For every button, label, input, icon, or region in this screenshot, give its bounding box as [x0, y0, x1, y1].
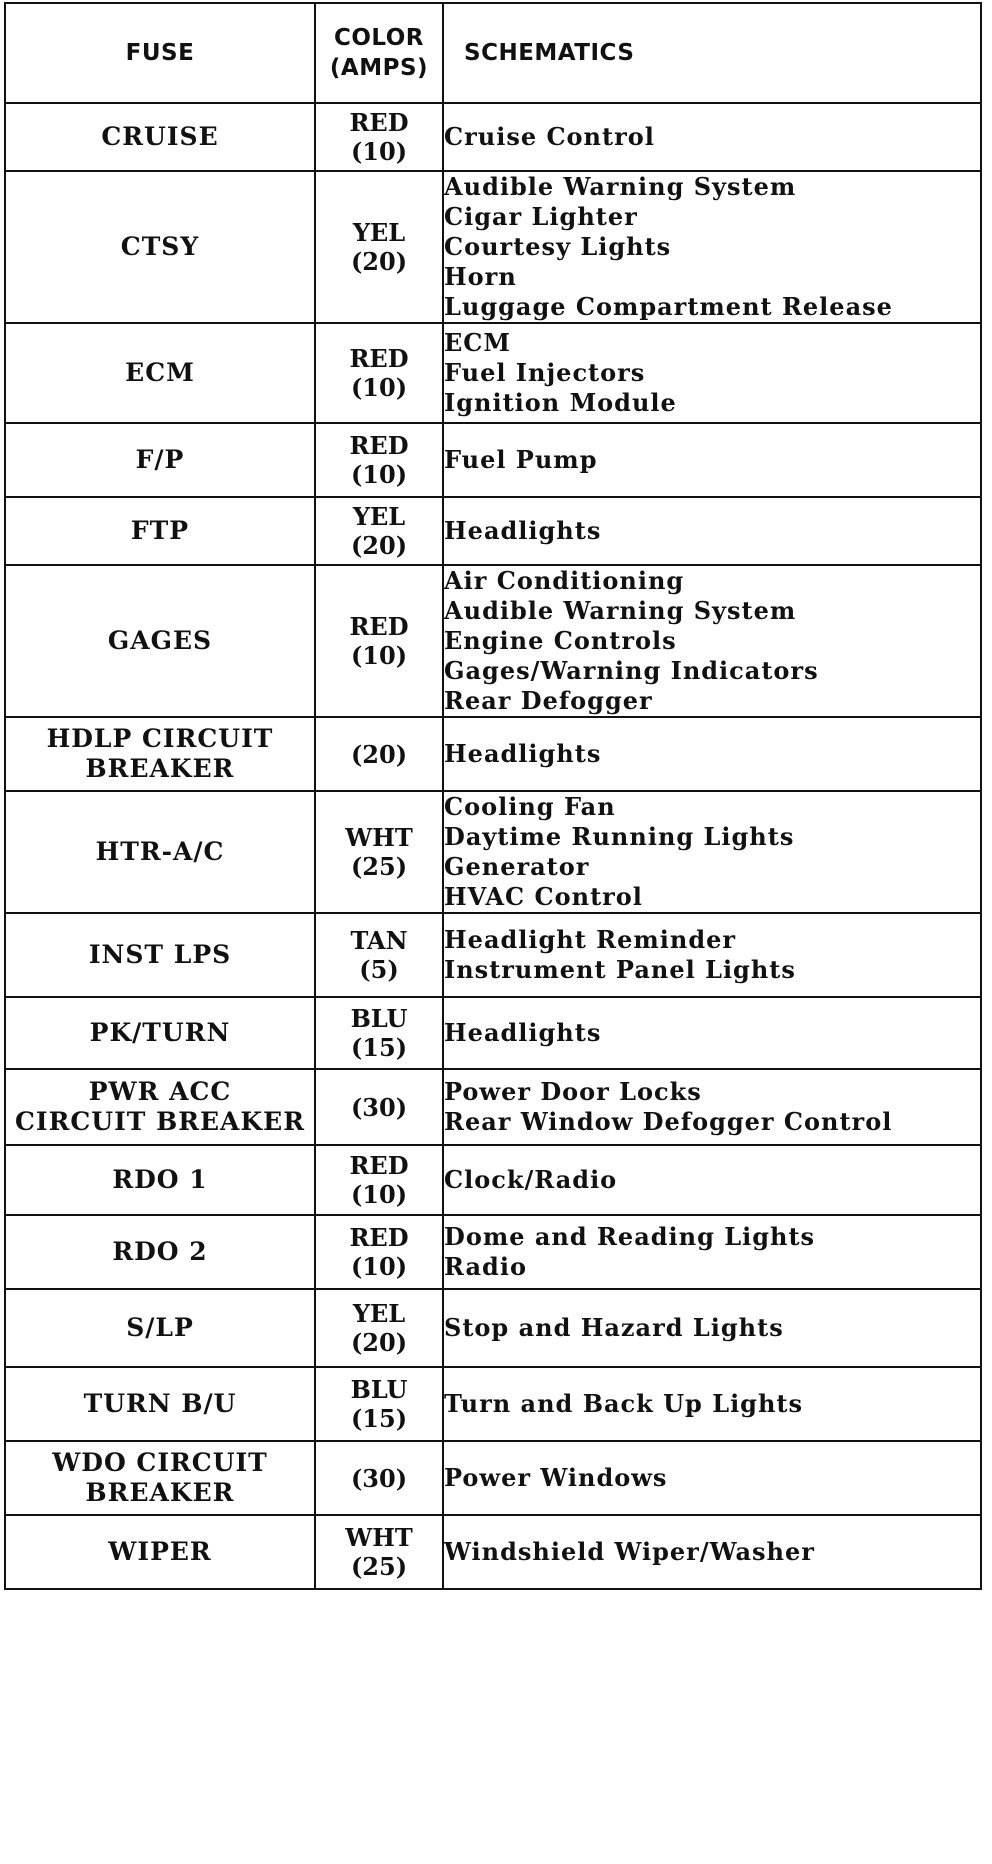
color-amps-cell-line: (25): [350, 1552, 408, 1581]
schematics-cell-line: Fuel Injectors: [444, 358, 646, 387]
header-color-amps: [315, 3, 443, 103]
schematics-cell-line: Power Door Locks: [444, 1077, 702, 1106]
color-amps-cell-line: (15): [350, 1033, 408, 1062]
schematics-cell-line: Cooling Fan: [444, 792, 616, 821]
color-amps-cell-line: (5): [359, 955, 399, 984]
schematics-cell-line: Generator: [444, 852, 590, 881]
fuse-cell-line: CIRCUIT BREAKER: [15, 1107, 305, 1136]
color-amps-cell-line: RED: [349, 612, 409, 641]
fuse-cell-line: PWR ACC: [88, 1077, 232, 1106]
fuse-cell-line: GAGES: [107, 626, 213, 655]
schematics-cell-line: Courtesy Lights: [444, 232, 672, 261]
schematics-cell: [443, 1441, 981, 1515]
schematics-cell-line: Horn: [444, 262, 517, 291]
schematics-cell-line: Headlight Reminder: [444, 925, 737, 954]
fuse-cell-line: HTR-A/C: [95, 837, 225, 866]
color-amps-cell: [315, 1069, 443, 1145]
fuse-cell-line: CRUISE: [101, 122, 219, 151]
schematics-cell-line: Luggage Compartment Release: [444, 292, 893, 321]
schematics-cell: [443, 103, 981, 171]
color-amps-cell: [315, 1289, 443, 1367]
schematics-cell-line: Rear Defogger: [444, 686, 653, 715]
color-amps-cell-line: (30): [350, 1092, 408, 1122]
schematics-cell: [443, 423, 981, 497]
schematics-cell: [443, 1069, 981, 1145]
color-amps-cell-line: BLU: [350, 1375, 408, 1404]
schematics-cell-line: Headlights: [444, 516, 602, 545]
schematics-cell-line: Headlights: [444, 1018, 602, 1047]
schematics-cell-line: ECM: [444, 328, 511, 357]
table-row: [5, 497, 981, 565]
schematics-cell-line: Headlights: [444, 739, 602, 768]
table-row: [5, 423, 981, 497]
color-amps-cell: [315, 423, 443, 497]
color-amps-cell-line: RED: [349, 1223, 409, 1252]
fuse-cell-line: ECM: [125, 358, 195, 387]
color-amps-cell-line: (10): [350, 373, 408, 402]
fuse-cell: [5, 1145, 315, 1215]
fuse-cell-line: TURN B/U: [83, 1389, 237, 1418]
fuse-cell-line: CTSY: [120, 232, 200, 261]
color-amps-cell-line: RED: [349, 431, 409, 460]
table-row: [5, 1441, 981, 1515]
schematics-cell-line: Fuel Pump: [444, 445, 598, 474]
schematics-cell-line: HVAC Control: [444, 882, 643, 911]
fuse-cell-line: BREAKER: [85, 754, 235, 783]
color-amps-cell-line: YEL: [352, 218, 406, 247]
fuse-cell: [5, 1515, 315, 1589]
schematics-cell-line: Radio: [444, 1252, 527, 1281]
color-amps-cell: [315, 565, 443, 717]
table-row: [5, 1367, 981, 1441]
header-color-line2: (AMPS): [329, 55, 429, 81]
fuse-cell-line: HDLP CIRCUIT: [46, 724, 274, 753]
color-amps-cell-line: RED: [349, 1151, 409, 1180]
fuse-cell-line: BREAKER: [85, 1478, 235, 1507]
schematics-cell-line: Power Windows: [444, 1463, 668, 1492]
fuse-cell: [5, 1069, 315, 1145]
color-amps-cell-line: (30): [350, 1463, 408, 1493]
color-amps-cell-line: (10): [350, 137, 408, 166]
header-fuse: FUSE: [5, 3, 315, 103]
fuse-cell: [5, 1441, 315, 1515]
color-amps-cell-line: (20): [350, 1328, 408, 1357]
fuse-cell-line: RDO 2: [112, 1237, 208, 1266]
table-row: [5, 1069, 981, 1145]
schematics-cell-line: Instrument Panel Lights: [444, 955, 796, 984]
fuse-cell: [5, 791, 315, 913]
schematics-cell: [443, 497, 981, 565]
fuse-cell: [5, 171, 315, 323]
color-amps-cell-line: YEL: [352, 1299, 406, 1328]
color-amps-cell: [315, 1367, 443, 1441]
table-row: [5, 791, 981, 913]
schematics-cell-line: Clock/Radio: [444, 1165, 618, 1194]
table-row: [5, 997, 981, 1069]
schematics-cell-line: Windshield Wiper/Washer: [444, 1537, 815, 1566]
fuse-cell-line: PK/TURN: [89, 1018, 231, 1047]
table-row: [5, 171, 981, 323]
schematics-cell: [443, 1367, 981, 1441]
schematics-cell: [443, 323, 981, 423]
fuse-cell: [5, 497, 315, 565]
schematics-cell-line: Cigar Lighter: [444, 202, 638, 231]
color-amps-cell-line: TAN: [350, 926, 408, 955]
schematics-cell-line: Cruise Control: [444, 122, 655, 151]
fuse-cell: [5, 1367, 315, 1441]
fuse-cell: [5, 565, 315, 717]
color-amps-cell-line: (20): [350, 739, 408, 769]
color-amps-cell-line: WHT: [345, 1523, 413, 1552]
fuse-cell-line: WDO CIRCUIT: [52, 1448, 268, 1477]
color-amps-cell-line: (25): [350, 852, 408, 881]
schematics-cell: [443, 791, 981, 913]
color-amps-cell-line: (10): [350, 1180, 408, 1209]
schematics-cell-line: Engine Controls: [444, 626, 677, 655]
header-schematics: SCHEMATICS: [443, 3, 981, 103]
color-amps-cell: [315, 717, 443, 791]
fuse-cell: [5, 103, 315, 171]
table-row: [5, 1215, 981, 1289]
schematics-cell-line: Turn and Back Up Lights: [444, 1389, 804, 1418]
color-amps-cell-line: (20): [350, 247, 408, 276]
fuse-table-body: [5, 103, 981, 1589]
table-row: [5, 1289, 981, 1367]
color-amps-cell-line: RED: [349, 344, 409, 373]
color-amps-cell-line: (10): [350, 460, 408, 489]
color-amps-cell-line: WHT: [345, 823, 413, 852]
fuse-cell-line: RDO 1: [112, 1165, 208, 1194]
schematics-cell: [443, 1289, 981, 1367]
table-row: [5, 1515, 981, 1589]
color-amps-cell: [315, 913, 443, 997]
schematics-cell: [443, 997, 981, 1069]
fuse-cell-line: F/P: [135, 445, 185, 474]
color-amps-cell: [315, 1515, 443, 1589]
fuse-table: [4, 2, 982, 1590]
schematics-cell: [443, 913, 981, 997]
fuse-cell: [5, 717, 315, 791]
color-amps-cell: [315, 103, 443, 171]
table-row: [5, 717, 981, 791]
color-amps-cell: [315, 323, 443, 423]
schematics-cell: [443, 1145, 981, 1215]
color-amps-cell: [315, 1215, 443, 1289]
header-color-line1: COLOR: [333, 25, 425, 51]
schematics-cell: [443, 1215, 981, 1289]
schematics-cell-line: Stop and Hazard Lights: [444, 1313, 784, 1342]
table-row: [5, 913, 981, 997]
color-amps-cell-line: (10): [350, 641, 408, 670]
fuse-cell-line: FTP: [130, 516, 190, 545]
color-amps-cell: [315, 1441, 443, 1515]
fuse-table-container: [4, 2, 980, 1590]
header-row: [5, 3, 981, 103]
fuse-cell-line: WIPER: [108, 1537, 212, 1566]
fuse-cell-line: S/LP: [126, 1313, 194, 1342]
fuse-cell: [5, 913, 315, 997]
fuse-cell: [5, 1289, 315, 1367]
schematics-cell: [443, 171, 981, 323]
schematics-cell-line: Dome and Reading Lights: [444, 1222, 816, 1251]
schematics-cell: [443, 717, 981, 791]
fuse-cell-line: INST LPS: [88, 940, 232, 969]
schematics-cell-line: Ignition Module: [444, 388, 677, 417]
table-row: [5, 323, 981, 423]
color-amps-cell-line: (15): [350, 1404, 408, 1433]
schematics-cell-line: Audible Warning System: [444, 172, 797, 201]
color-amps-cell: [315, 497, 443, 565]
table-row: [5, 103, 981, 171]
schematics-cell-line: Rear Window Defogger Control: [444, 1107, 893, 1136]
fuse-cell: [5, 423, 315, 497]
fuse-cell: [5, 997, 315, 1069]
color-amps-cell: [315, 791, 443, 913]
color-amps-cell-line: BLU: [350, 1004, 408, 1033]
fuse-cell: [5, 1215, 315, 1289]
schematics-cell: [443, 1515, 981, 1589]
schematics-cell: [443, 565, 981, 717]
color-amps-cell-line: (10): [350, 1252, 408, 1281]
color-amps-cell: [315, 1145, 443, 1215]
schematics-cell-line: Audible Warning System: [444, 596, 797, 625]
color-amps-cell-line: YEL: [352, 502, 406, 531]
color-amps-cell-line: RED: [349, 108, 409, 137]
fuse-cell: [5, 323, 315, 423]
table-row: [5, 565, 981, 717]
color-amps-cell: [315, 171, 443, 323]
schematics-cell-line: Gages/Warning Indicators: [444, 656, 819, 685]
schematics-cell-line: Air Conditioning: [444, 566, 685, 595]
schematics-cell-line: Daytime Running Lights: [444, 822, 795, 851]
color-amps-cell-line: (20): [350, 531, 408, 560]
color-amps-cell: [315, 997, 443, 1069]
table-row: [5, 1145, 981, 1215]
